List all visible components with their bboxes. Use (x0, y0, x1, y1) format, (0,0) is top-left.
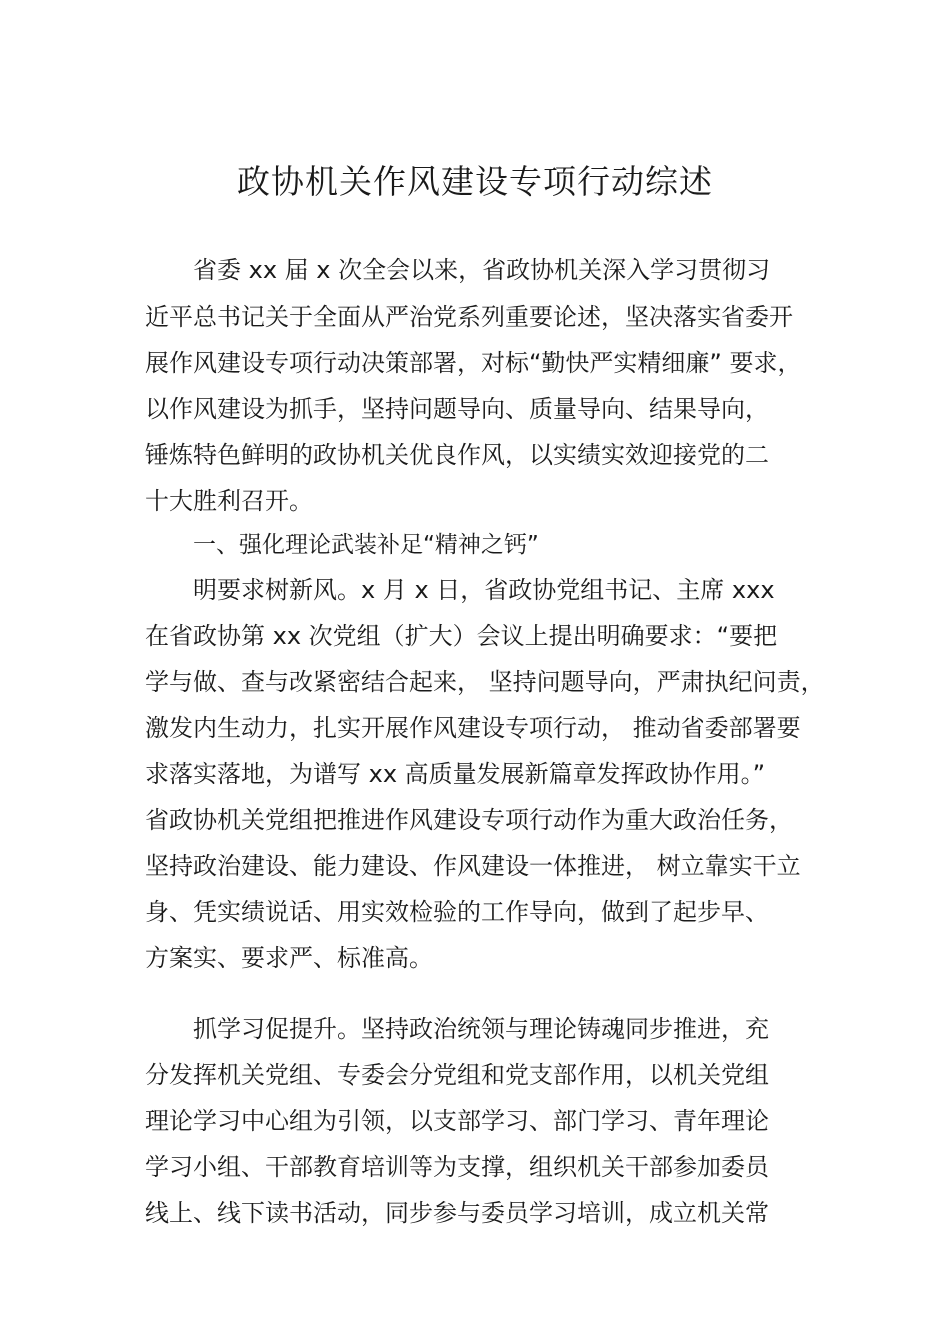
paragraph-line: 激发内生动力，扎实开展作风建设专项行动， 推动省委部署要 (145, 714, 801, 742)
paragraph-line: 十大胜利召开。 (145, 487, 313, 515)
paragraph-line: 学与做、查与改紧密结合起来， 坚持问题导向，严肃执纪问责， (145, 668, 825, 696)
paragraph-line: 展作风建设专项行动决策部署，对标“勤快严实精细廉” 要求， (145, 349, 802, 377)
paragraph-line: 以作风建设为抓手，坚持问题导向、质量导向、结果导向， (145, 395, 769, 423)
section-heading: 一、强化理论武装补足“精神之钙” (193, 532, 539, 558)
paragraph-line: 抓学习促提升。坚持政治统领与理论铸魂同步推进，充 (193, 1015, 769, 1043)
paragraph-line: 学习小组、干部教育培训等为支撑，组织机关干部参加委员 (145, 1153, 769, 1181)
paragraph-line: 锤炼特色鲜明的政协机关优良作风，以实绩实效迎接党的二 (145, 441, 769, 469)
paragraph-line: 分发挥机关党组、专委会分党组和党支部作用，以机关党组 (145, 1061, 769, 1089)
paragraph-line: 在省政协第 xx 次党组（扩大）会议上提出明确要求：“要把 (145, 622, 778, 650)
paragraph-line: 省委 xx 届 x 次全会以来，省政协机关深入学习贯彻习 (193, 256, 771, 284)
paragraph-line: 身、凭实绩说话、用实效检验的工作导向，做到了起步早、 (145, 898, 769, 926)
paragraph-line: 近平总书记关于全面从严治党系列重要论述，坚决落实省委开 (145, 303, 793, 331)
paragraph-line: 明要求树新风。x 月 x 日，省政协党组书记、主席 xxx (193, 576, 775, 604)
document-title: 政协机关作风建设专项行动综述 (237, 162, 713, 201)
paragraph-line: 求落实落地，为谱写 xx 高质量发展新篇章发挥政协作用。” (145, 760, 766, 788)
paragraph-line: 省政协机关党组把推进作风建设专项行动作为重大政治任务， (145, 806, 793, 834)
paragraph-line: 坚持政治建设、能力建设、作风建设一体推进， 树立靠实干立 (145, 852, 801, 880)
paragraph-line: 理论学习中心组为引领，以支部学习、部门学习、青年理论 (145, 1107, 769, 1135)
paragraph-line: 方案实、要求严、标准高。 (145, 944, 433, 972)
paragraph-line: 线上、线下读书活动，同步参与委员学习培训，成立机关常 (145, 1199, 769, 1227)
